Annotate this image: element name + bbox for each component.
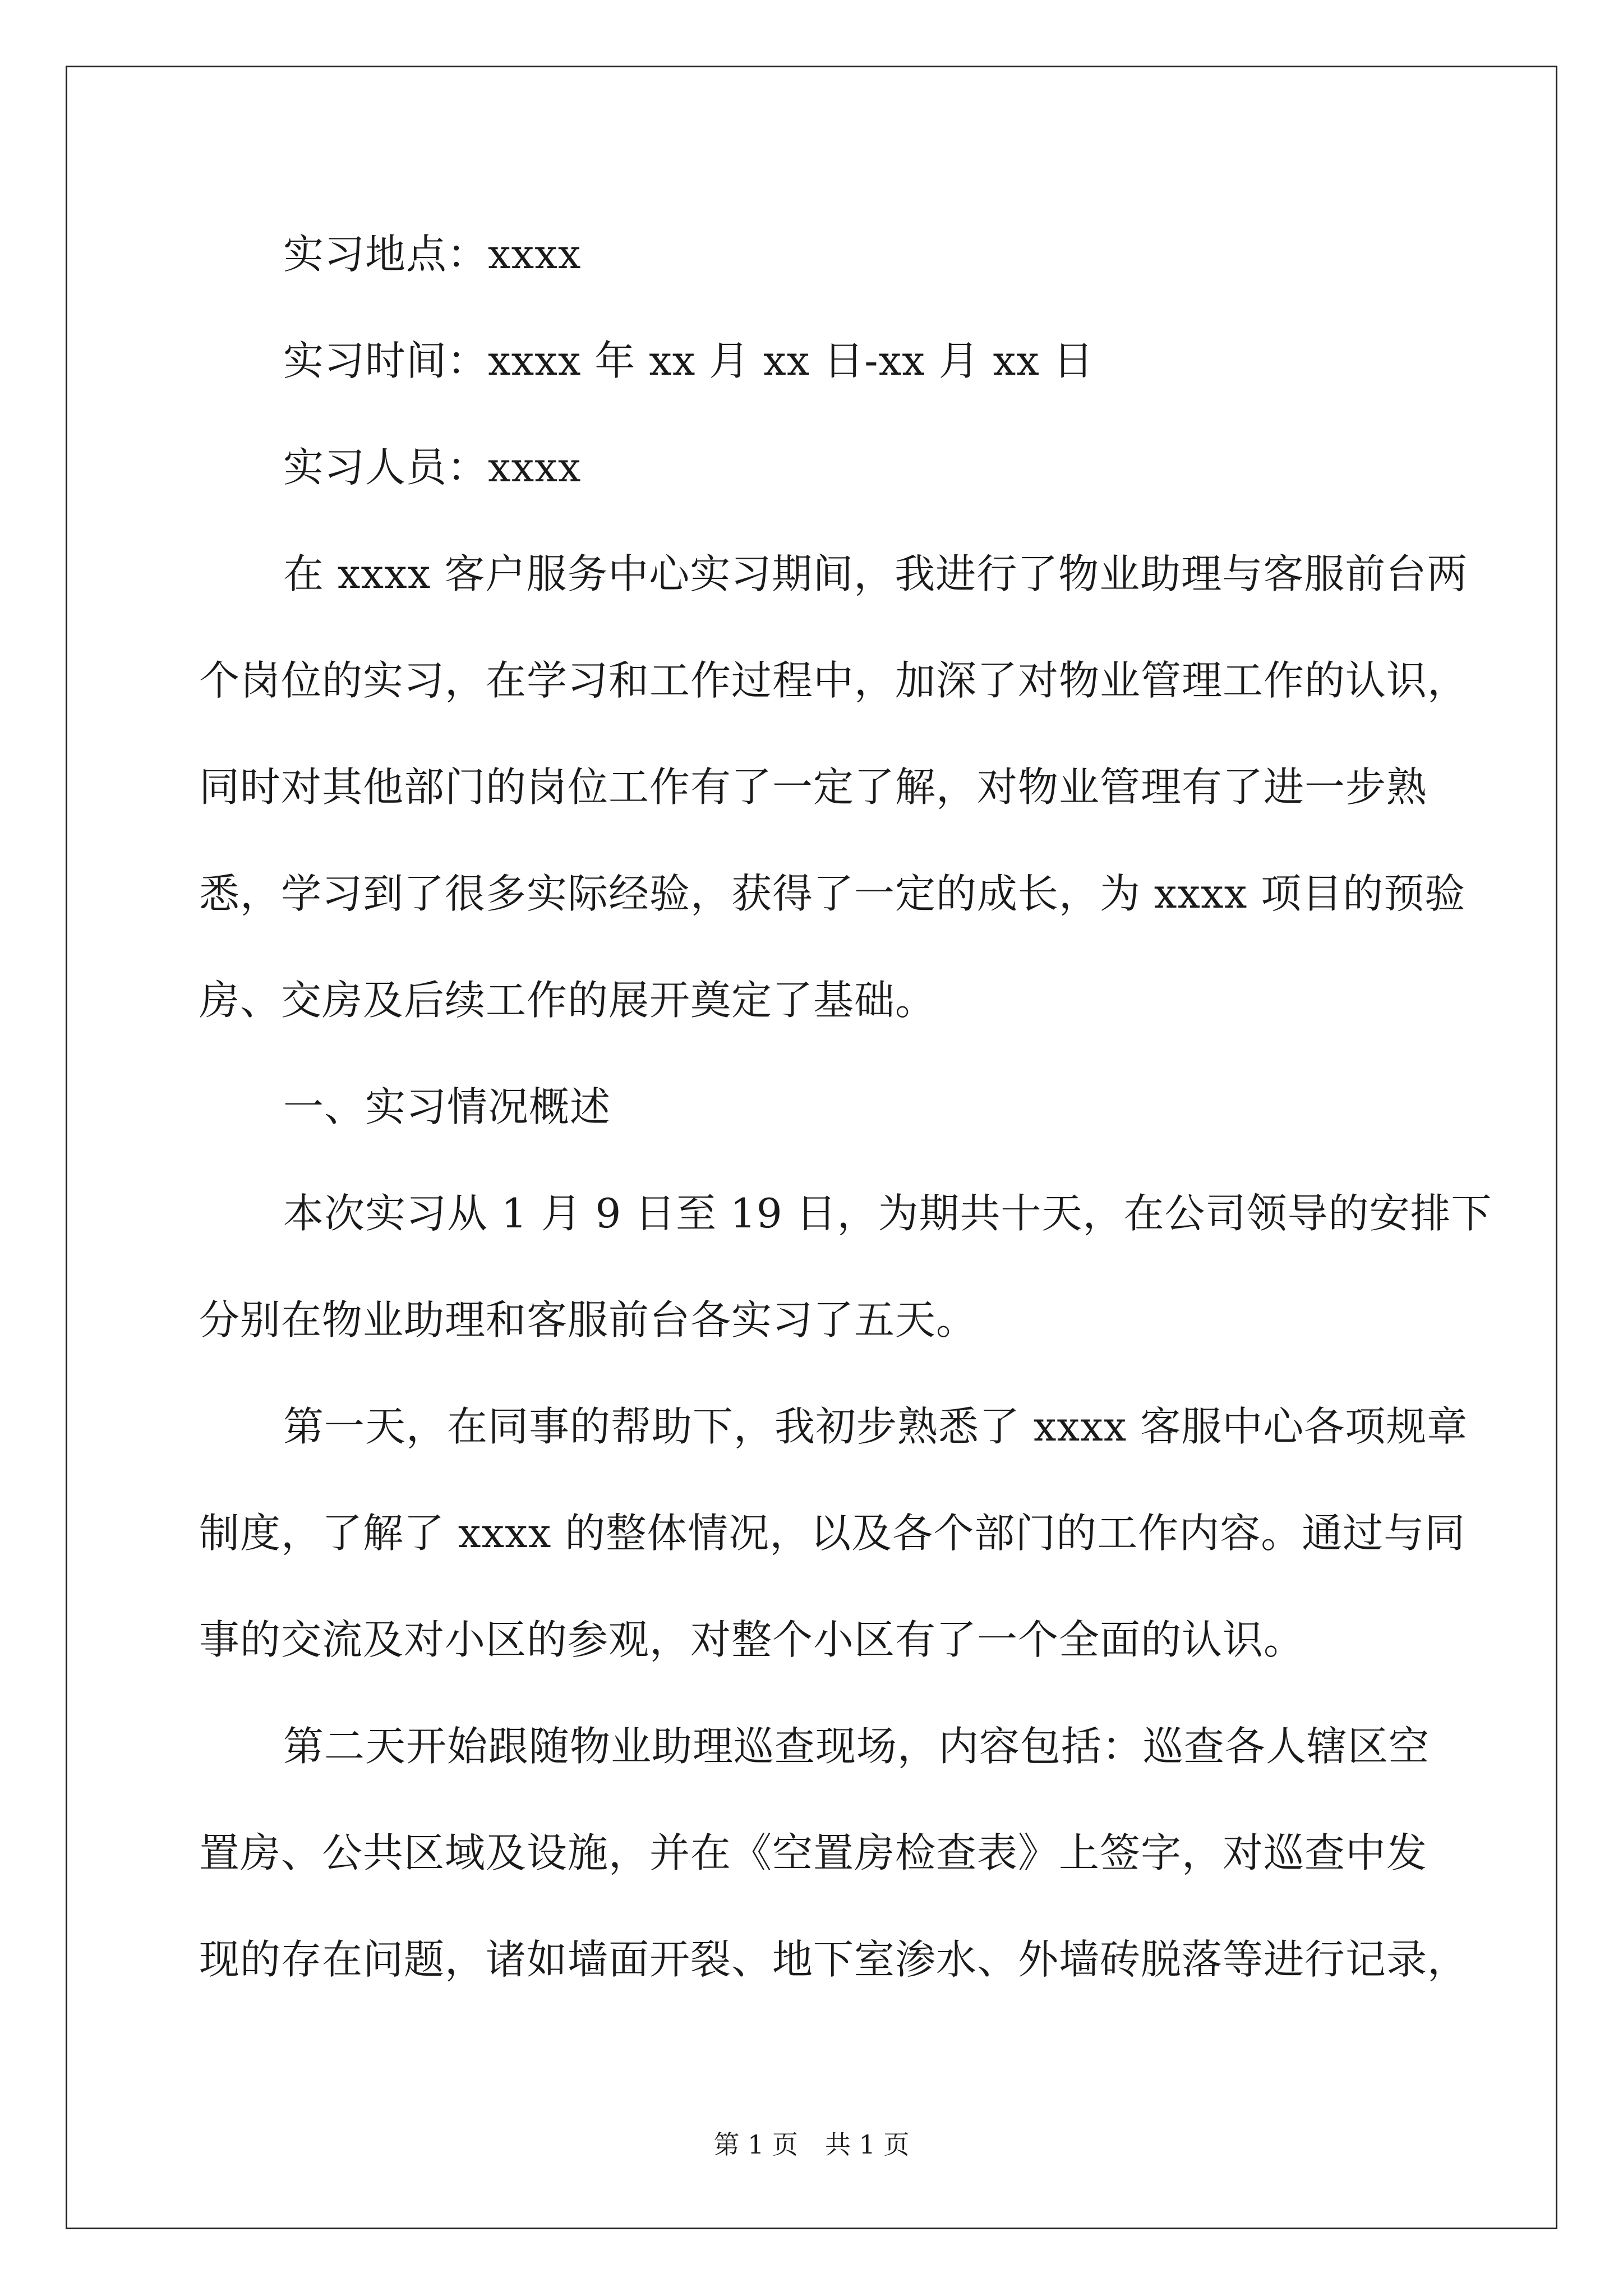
paragraph-line: 同时对其他部门的岗位工作有了一定了解，对物业管理有了进一步熟 — [199, 763, 1428, 811]
info-personnel: 实习人员：xxxx — [283, 444, 582, 491]
paragraph-line: 房、交房及后续工作的展开奠定了基础。 — [199, 977, 937, 1024]
paragraph-line: 在 xxxx 客户服务中心实习期间，我进行了物业助理与客服前台两 — [283, 550, 1468, 597]
page-footer — [0, 2128, 1623, 2161]
paragraph-line: 个岗位的实习，在学习和工作过程中，加深了对物业管理工作的认识， — [199, 657, 1469, 704]
page-number: 第 1 页 — [713, 2129, 798, 2160]
paragraph-line: 分别在物业助理和客服前台各实习了五天。 — [199, 1296, 978, 1343]
paragraph-line: 置房、公共区域及设施，并在《空置房检查表》上签字，对巡查中发 — [199, 1829, 1428, 1876]
paragraph-line: 悉，学习到了很多实际经验，获得了一定的成长，为 xxxx 项目的预验 — [199, 870, 1466, 917]
paragraph-line: 本次实习从 1 月 9 日至 19 日，为期共十天，在公司领导的安排下 — [283, 1190, 1492, 1237]
section-heading: 一、实习情况概述 — [283, 1083, 611, 1130]
paragraph-line: 事的交流及对小区的参观，对整个小区有了一个全面的认识。 — [199, 1616, 1305, 1663]
info-time: 实习时间：xxxx 年 xx 月 xx 日-xx 月 xx 日 — [283, 337, 1094, 384]
page-total: 共 1 页 — [825, 2129, 910, 2160]
paragraph-line: 第二天开始跟随物业助理巡查现场，内容包括：巡查各人辖区空 — [283, 1723, 1430, 1770]
paragraph-line: 制度，了解了 xxxx 的整体情况，以及各个部门的工作内容。通过与同 — [199, 1510, 1466, 1557]
paragraph-line: 现的存在问题，诸如墙面开裂、地下室渗水、外墙砖脱落等进行记录， — [199, 1936, 1469, 1983]
paragraph-line: 第一天，在同事的帮助下，我初步熟悉了 xxxx 客服中心各项规章 — [283, 1403, 1468, 1450]
info-location: 实习地点：xxxx — [283, 231, 582, 278]
page-border — [66, 66, 1557, 2229]
